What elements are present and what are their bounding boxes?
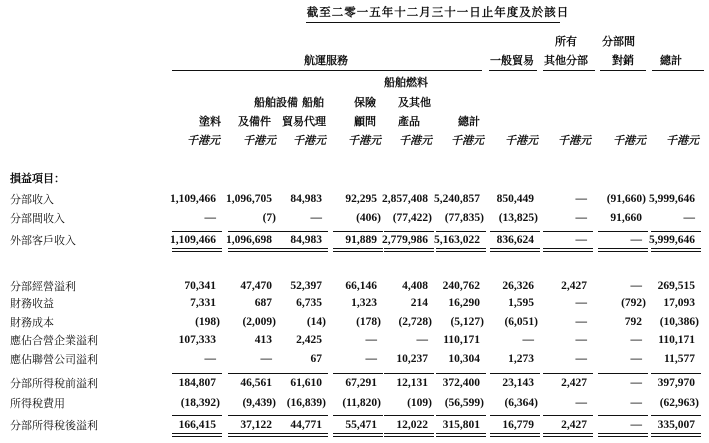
table-cell: 315,801 <box>442 419 480 431</box>
table-cell: 687 <box>254 297 272 309</box>
table-cell: (109) <box>407 397 432 409</box>
total-double-rule <box>543 251 593 252</box>
others-header-bottom: 其他分部 <box>544 54 588 67</box>
subtotal-rule <box>384 231 434 232</box>
table-cell: 70,341 <box>184 280 216 292</box>
table-cell: 836,624 <box>496 234 534 246</box>
subtotal-rule <box>490 415 540 416</box>
total-double-rule <box>172 436 222 437</box>
table-cell: 66,146 <box>345 280 377 292</box>
table-cell: 23,143 <box>502 377 534 389</box>
table-cell: (9,439) <box>242 397 276 409</box>
total-double-rule <box>598 433 648 434</box>
total-double-rule <box>172 251 222 252</box>
table-cell: (2,009) <box>242 316 276 328</box>
total-double-rule <box>543 436 593 437</box>
table-cell: 792 <box>624 316 642 328</box>
total-double-rule <box>490 436 540 437</box>
table-cell: — <box>575 353 587 365</box>
total-double-rule <box>598 251 648 252</box>
subtotal-rule <box>278 415 328 416</box>
subtotal-rule <box>228 415 278 416</box>
table-cell: — <box>683 212 695 224</box>
unit-label: 千港元 <box>666 134 699 147</box>
total-double-rule <box>436 251 486 252</box>
table-cell: 1,096,698 <box>226 234 272 246</box>
table-cell: — <box>630 234 642 246</box>
elim-header-rule <box>600 70 646 71</box>
col-insurance-line2: 顧問 <box>354 115 376 128</box>
table-cell: — <box>575 212 587 224</box>
table-cell: 84,983 <box>290 234 322 246</box>
total-double-rule <box>172 248 222 249</box>
table-cell: — <box>630 353 642 365</box>
general-trade-header: 一般貿易 <box>490 54 534 67</box>
subtotal-rule <box>228 373 278 374</box>
table-cell: — <box>630 280 642 292</box>
table-cell: 91,660 <box>610 212 642 224</box>
total-double-rule <box>228 436 278 437</box>
table-cell: 413 <box>254 334 272 346</box>
table-cell: 10,304 <box>448 353 480 365</box>
total-double-rule <box>384 433 434 434</box>
row-label: 外部客戶收入 <box>10 234 76 247</box>
col-agency-line1: 船舶 <box>302 96 324 109</box>
table-cell: (792) <box>621 297 646 309</box>
subtotal-rule <box>278 231 328 232</box>
table-cell: (406) <box>356 212 381 224</box>
subtotal-rule <box>598 373 648 374</box>
subtotal-rule <box>651 231 701 232</box>
subtotal-rule <box>436 415 486 416</box>
subtotal-rule <box>436 373 486 374</box>
table-cell: — <box>575 397 587 409</box>
table-cell: 1,096,705 <box>226 193 272 205</box>
row-label: 分部所得稅後溢利 <box>10 419 98 432</box>
table-cell: (2,728) <box>398 316 432 328</box>
subtotal-rule <box>543 415 593 416</box>
table-cell: 61,610 <box>290 377 322 389</box>
col-equip-line1: 船舶設備 <box>254 96 298 109</box>
table-cell: 2,427 <box>561 419 587 431</box>
unit-label: 千港元 <box>505 134 538 147</box>
table-cell: 16,779 <box>502 419 534 431</box>
table-cell: — <box>260 353 272 365</box>
table-cell: — <box>365 353 377 365</box>
subtotal-rule <box>543 373 593 374</box>
table-cell: 2,857,408 <box>382 193 428 205</box>
subtotal-rule <box>543 231 593 232</box>
table-cell: — <box>204 212 216 224</box>
table-cell: — <box>630 397 642 409</box>
total-double-rule <box>228 251 278 252</box>
unit-label: 千港元 <box>613 134 646 147</box>
table-cell: 47,470 <box>240 280 272 292</box>
table-cell: 17,093 <box>663 297 695 309</box>
table-cell: 1,273 <box>508 353 534 365</box>
table-cell: 2,427 <box>561 280 587 292</box>
total-double-rule <box>490 248 540 249</box>
table-cell: — <box>575 316 587 328</box>
table-cell: 52,397 <box>290 280 322 292</box>
subtotal-rule <box>172 231 222 232</box>
subtotal-rule <box>333 373 383 374</box>
subtotal-rule <box>490 373 540 374</box>
elim-header-top: 分部間 <box>602 35 635 48</box>
table-cell: 240,762 <box>442 280 480 292</box>
subtotal-rule <box>333 231 383 232</box>
table-cell: — <box>575 234 587 246</box>
table-cell: — <box>630 334 642 346</box>
col-equip-line2: 及備件 <box>238 115 271 128</box>
col-shipping-total: 總計 <box>458 115 480 128</box>
table-cell: 269,515 <box>657 280 695 292</box>
total-double-rule <box>333 436 383 437</box>
table-cell: 1,595 <box>508 297 534 309</box>
table-cell: 110,171 <box>443 334 480 346</box>
col-coatings: 塗料 <box>199 115 221 128</box>
table-cell: 166,415 <box>178 419 216 431</box>
unit-label: 千港元 <box>399 134 432 147</box>
subtotal-rule <box>384 373 434 374</box>
table-cell: (6,364) <box>504 397 538 409</box>
row-label: 應佔聯營公司溢利 <box>10 353 98 366</box>
row-label: 分部間收入 <box>10 212 65 225</box>
table-cell: 107,333 <box>178 334 216 346</box>
total-double-rule <box>436 248 486 249</box>
table-cell: (77,422) <box>392 212 432 224</box>
table-cell: 214 <box>410 297 428 309</box>
total-double-rule <box>384 436 434 437</box>
col-bunker-line3: 產品 <box>398 115 420 128</box>
total-double-rule <box>651 436 701 437</box>
table-cell: 372,400 <box>442 377 480 389</box>
table-cell: (10,386) <box>659 316 699 328</box>
table-cell: 12,022 <box>396 419 428 431</box>
row-label: 分部收入 <box>10 193 54 206</box>
unit-label: 千港元 <box>293 134 326 147</box>
row-label: 財務成本 <box>10 316 54 329</box>
total-double-rule <box>543 248 593 249</box>
col-bunker-line2: 及其他 <box>398 96 431 109</box>
table-cell: 46,561 <box>240 377 272 389</box>
subtotal-rule <box>228 231 278 232</box>
table-cell: 5,240,857 <box>434 193 480 205</box>
table-cell: — <box>365 334 377 346</box>
table-cell: (7) <box>262 212 276 224</box>
row-label: 分部經營溢利 <box>10 280 76 293</box>
table-cell: — <box>575 193 587 205</box>
others-header-top: 所有 <box>555 35 577 48</box>
subtotal-rule <box>172 415 222 416</box>
subtotal-rule <box>598 415 648 416</box>
total-double-rule <box>228 433 278 434</box>
title-rule <box>306 22 560 23</box>
table-cell: (16,839) <box>286 397 326 409</box>
subtotal-rule <box>598 231 648 232</box>
row-label: 所得稅費用 <box>10 397 65 410</box>
col-insurance-line1: 保險 <box>354 96 376 109</box>
total-double-rule <box>651 433 701 434</box>
table-cell: (198) <box>195 316 220 328</box>
table-cell: 5,999,646 <box>649 193 695 205</box>
table-cell: 37,122 <box>240 419 272 431</box>
table-cell: (11,820) <box>342 397 381 409</box>
unit-label: 千港元 <box>558 134 591 147</box>
subtotal-rule <box>490 231 540 232</box>
table-cell: 4,408 <box>402 280 428 292</box>
subtotal-rule <box>651 415 701 416</box>
row-label: 財務收益 <box>10 297 54 310</box>
subtotal-rule <box>384 415 434 416</box>
table-cell: — <box>204 353 216 365</box>
table-cell: 2,427 <box>561 377 587 389</box>
total-header-rule <box>652 70 704 71</box>
table-cell: 55,471 <box>345 419 377 431</box>
table-cell: — <box>522 334 534 346</box>
table-cell: 5,163,022 <box>434 234 480 246</box>
table-cell: 1,323 <box>351 297 377 309</box>
subtotal-rule <box>172 373 222 374</box>
table-cell: 12,131 <box>396 377 428 389</box>
table-cell: 92,295 <box>345 193 377 205</box>
total-double-rule <box>384 251 434 252</box>
table-cell: 110,171 <box>658 334 695 346</box>
table-cell: 67 <box>310 353 322 365</box>
subtotal-rule <box>333 415 383 416</box>
table-cell: 1,109,466 <box>170 234 216 246</box>
total-double-rule <box>490 433 540 434</box>
table-cell: 397,970 <box>657 377 695 389</box>
row-label: 應佔合營企業溢利 <box>10 334 98 347</box>
table-cell: 7,331 <box>190 297 216 309</box>
total-double-rule <box>333 248 383 249</box>
table-cell: — <box>630 419 642 431</box>
table-cell: 1,109,466 <box>170 193 216 205</box>
total-header: 總計 <box>660 54 682 67</box>
col-agency-line2: 貿易代理 <box>282 115 326 128</box>
table-cell: — <box>630 377 642 389</box>
elim-header-bottom: 對銷 <box>612 54 634 67</box>
total-double-rule <box>228 248 278 249</box>
total-double-rule <box>490 251 540 252</box>
table-cell: (5,127) <box>450 316 484 328</box>
row-label: 分部所得稅前溢利 <box>10 377 98 390</box>
col-bunker-line1: 船舶燃料 <box>384 76 428 89</box>
table-cell: — <box>310 212 322 224</box>
table-cell: (13,825) <box>498 212 538 224</box>
table-cell: (91,660) <box>606 193 646 205</box>
table-cell: (62,963) <box>659 397 699 409</box>
subtotal-rule <box>278 373 328 374</box>
total-double-rule <box>278 248 328 249</box>
total-double-rule <box>278 436 328 437</box>
table-title: 截至二零一五年十二月三十一日止年度及於該日 <box>306 5 570 19</box>
table-cell: 84,983 <box>290 193 322 205</box>
table-cell: 10,237 <box>396 353 428 365</box>
table-cell: (178) <box>356 316 381 328</box>
table-cell: 67,291 <box>345 377 377 389</box>
table-cell: (14) <box>306 316 326 328</box>
table-cell: — <box>575 297 587 309</box>
unit-label: 千港元 <box>243 134 276 147</box>
subtotal-rule <box>651 373 701 374</box>
table-cell: 184,807 <box>178 377 216 389</box>
total-double-rule <box>436 433 486 434</box>
table-cell: 850,449 <box>496 193 534 205</box>
total-double-rule <box>651 251 701 252</box>
table-cell: 91,889 <box>345 234 377 246</box>
shipping-header-rule <box>172 70 482 71</box>
gt-header-rule <box>489 70 537 71</box>
table-cell: 44,771 <box>290 419 322 431</box>
table-cell: (18,392) <box>180 397 220 409</box>
shipping-header: 航運服務 <box>304 54 348 67</box>
total-double-rule <box>278 433 328 434</box>
unit-label: 千港元 <box>187 134 220 147</box>
table-cell: 11,577 <box>664 353 695 365</box>
total-double-rule <box>172 433 222 434</box>
table-cell: — <box>416 334 428 346</box>
total-double-rule <box>598 248 648 249</box>
table-cell: 5,999,646 <box>649 234 695 246</box>
table-cell: 6,735 <box>296 297 322 309</box>
total-double-rule <box>543 433 593 434</box>
others-header-rule <box>543 70 595 71</box>
total-double-rule <box>651 248 701 249</box>
unit-label: 千港元 <box>348 134 381 147</box>
total-double-rule <box>598 436 648 437</box>
unit-label: 千港元 <box>451 134 484 147</box>
table-cell: 335,007 <box>657 419 695 431</box>
total-double-rule <box>333 433 383 434</box>
section-title: 損益項目： <box>10 172 65 185</box>
subtotal-rule <box>436 231 486 232</box>
table-cell: (77,835) <box>444 212 484 224</box>
total-double-rule <box>436 436 486 437</box>
total-double-rule <box>384 248 434 249</box>
table-cell: 2,779,986 <box>382 234 428 246</box>
total-double-rule <box>278 251 328 252</box>
table-cell: 2,425 <box>296 334 322 346</box>
table-cell: — <box>575 334 587 346</box>
total-double-rule <box>333 251 383 252</box>
table-cell: 16,290 <box>448 297 480 309</box>
table-cell: 26,326 <box>502 280 534 292</box>
table-cell: (56,599) <box>444 397 484 409</box>
table-cell: (6,051) <box>504 316 538 328</box>
